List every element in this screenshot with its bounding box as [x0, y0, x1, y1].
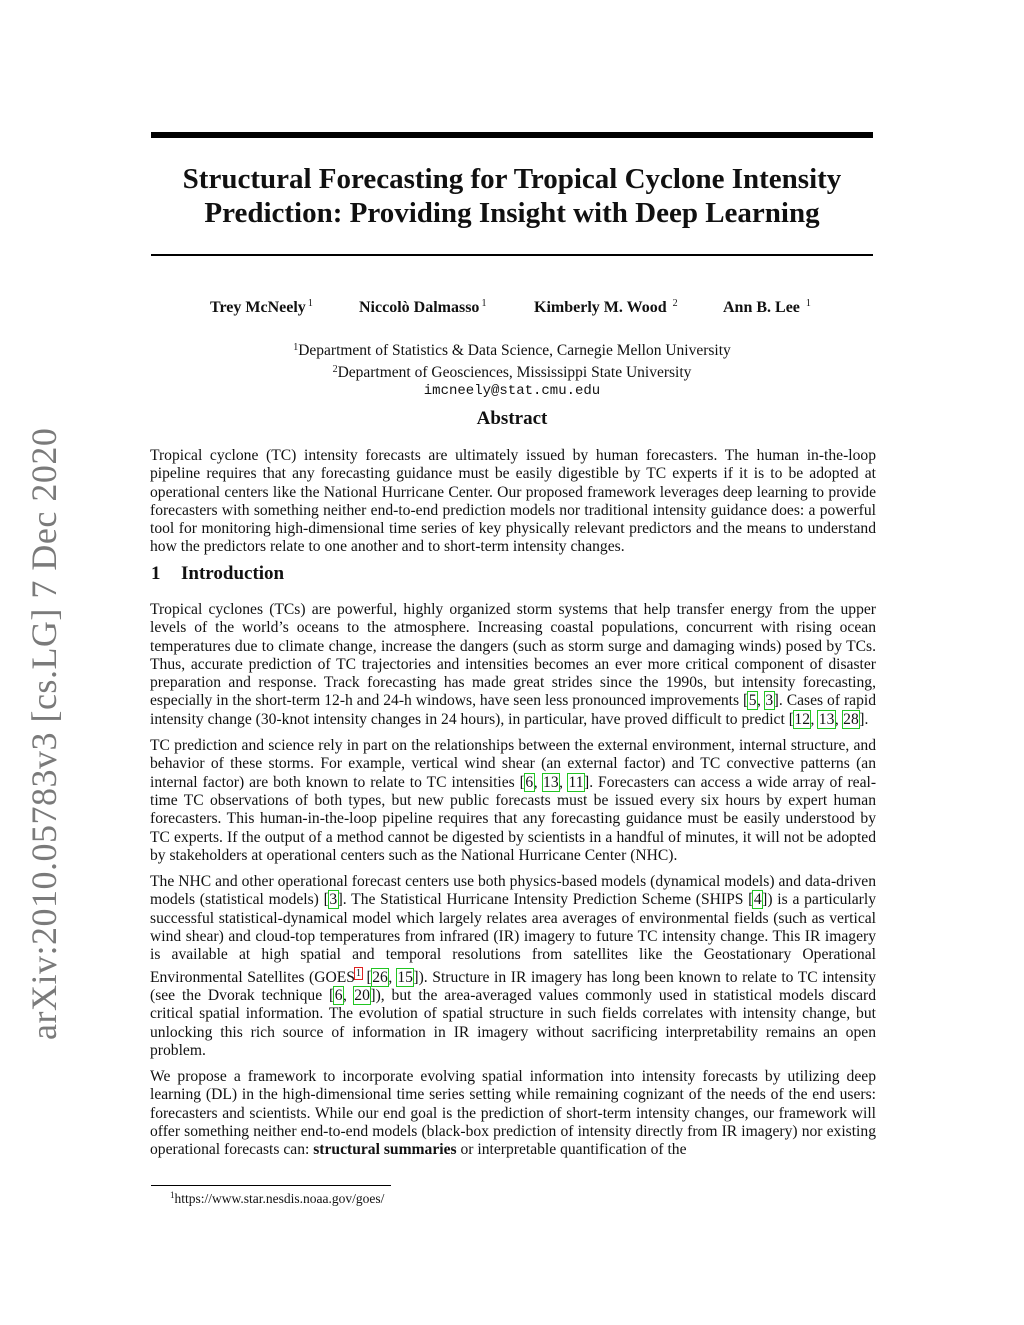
citation-link[interactable]: 5	[748, 692, 757, 710]
footnote-rule	[151, 1185, 391, 1186]
citation-link[interactable]: 6	[525, 773, 534, 791]
author-3: Kimberly M. Wood $^2$	[534, 298, 678, 316]
title-top-rule	[151, 132, 873, 138]
citation-link[interactable]: 3	[329, 891, 338, 909]
citation-link[interactable]: 28	[843, 710, 859, 728]
citation-link[interactable]: 13	[543, 773, 559, 791]
title-line-2: Prediction: Providing Insight with Deep Learning	[204, 197, 820, 229]
introduction-body	[150, 601, 876, 1168]
footnote-url[interactable]: https://www.star.nesdis.noaa.gov/goes/	[174, 1191, 385, 1206]
affiliation-1: $^1$Department of Statistics & Data Science, Carnegie Mellon University	[293, 342, 731, 359]
section-number: 1	[151, 563, 161, 584]
citation-link[interactable]: 26	[372, 968, 388, 986]
author-2: Niccolò Dalmasso $^1$	[359, 298, 487, 316]
paper-title	[151, 162, 873, 230]
citation-link[interactable]: 11	[568, 773, 584, 791]
citation-link[interactable]: 20	[354, 986, 370, 1004]
section-heading-introduction	[151, 563, 284, 585]
author-4: Ann B. Lee $^1$	[723, 298, 811, 316]
title-bottom-rule	[151, 254, 873, 256]
footnote-mark: 1	[170, 1190, 175, 1200]
paragraph-3: The NHC and other operational forecast centers use both physics-based models (dynamical models) and data-driven models (statistical models) [3]. The Statistical Hurricane Intensity Prediction Scheme (SHIPS [4]) is a particularly successful statistical-dynamical model which largely relates area averages of environmental fields (such as vertical wind shear) and cloud-top temperatures from infrared (IR) imagery to future TC intensity change. This IR imagery is available at high spatial and temporal resolutions from satellites like the Geostationary Operational Environmental Satellites (GOES$^1$ [26, 15]). Structure in IR imagery has long been known to relate to TC intensity (see the Dvorak technique [6, 20]), but the area-averaged values commonly used in statistical models discard critical spatial information. The evolution of spatial structure in such fields correlates with intensity change, but unlocking this rich source of information in IR imagery without sacrificing interpretability remains an open problem.	[150, 873, 877, 1059]
bold-term: structural summaries	[313, 1141, 457, 1159]
citation-link[interactable]: 6	[334, 986, 343, 1004]
affiliation-2: $^2$Department of Geosciences, Mississippi State University	[332, 364, 692, 381]
footnote-ref-link[interactable]: 1	[355, 967, 361, 979]
paragraph-4: We propose a framework to incorporate evolving spatial information into intensity forecasts by utilizing deep learning (DL) in the high-dimensional time series setting while remaining cognizant of the needs of the end users: forecasters and scientists. While our end goal is the prediction of short-term intensity changes, our framework will offer something neither end-to-end models (black-box prediction of intensity directly from IR imagery) nor existing operational forecasts can: structural summaries or interpretable quantification of the	[150, 1068, 876, 1159]
author-list	[151, 298, 873, 322]
paragraph-1: Tropical cyclones (TCs) are powerful, highly organized storm systems that help transfer energy from the upper levels of the world’s oceans to the atmosphere. Increasing coastal populations, concurrent with rising ocean temperatures due to climate change, increase the dangers (such as storm surge and damaging winds) posed by TCs. Thus, accurate prediction of TC trajectories and intensities becomes an ever more critical component of disaster preparation and response. Track forecasting has made great strides since the 1990s, but intensity forecasting, especially in the short-term 12-h and 24-h windows, have seen less pronounced improvements [5, 3]. Cases of rapid intensity change (30-knot intensity changes in 24 hours), in particular, have proved difficult to predict [12, 13, 28].	[150, 601, 876, 728]
citation-link[interactable]: 13	[818, 710, 835, 728]
author-email: imcneely@stat.cmu.edu	[423, 383, 601, 399]
citation-link[interactable]: 15	[397, 968, 413, 986]
abstract-heading: Abstract	[476, 408, 548, 429]
citation-link[interactable]: 12	[794, 710, 810, 728]
title-line-1: Structural Forecasting for Tropical Cyclone Intensity	[182, 163, 842, 195]
abstract-text: Tropical cyclone (TC) intensity forecasts are ultimately issued by human forecasters. The human in-the-loop pipeline requires that any forecasting guidance must be easily digestible by TC experts if it is to be adopted at operational centers like the National Hurricane Center. Our proposed framework leverages deep learning to provide forecasters with something neither end-to-end prediction models nor traditional intensity guidance does: a powerful tool for monitoring high-dimensional time series of key physically relevant predictors and the means to understand how the predictors relate to one another and to short-term intensity changes.	[150, 447, 876, 556]
citation-link[interactable]: 4	[753, 891, 762, 909]
section-title: Introduction	[181, 563, 285, 584]
arxiv-stamp[interactable]: arXiv:2010.05783v3 [cs.LG] 7 Dec 2020	[24, 427, 64, 1040]
footnote	[170, 1190, 384, 1207]
author-1: Trey McNeely $^1$	[210, 298, 313, 316]
affiliations	[151, 338, 873, 401]
paragraph-2: TC prediction and science rely in part on the relationships between the external environment, internal structure, and behavior of these storms. For example, vertical wind shear (an external factor) and TC convective patterns (an internal factor) are both known to relate to TC intensities [6, 13, 11]. Forecasters can access a wide array of real-time TC observations of both types, but new public forecasts must be issued every six hours by expert human forecasters. This human-in-the-loop pipeline requires that any forecasting guidance must be easily understood by TC experts. If the output of a method cannot be digested by scientists in a handful of minutes, it will not be adopted by stakeholders at operational centers such as the National Hurricane Center (NHC).	[150, 737, 877, 864]
citation-link[interactable]: 3	[765, 692, 774, 710]
